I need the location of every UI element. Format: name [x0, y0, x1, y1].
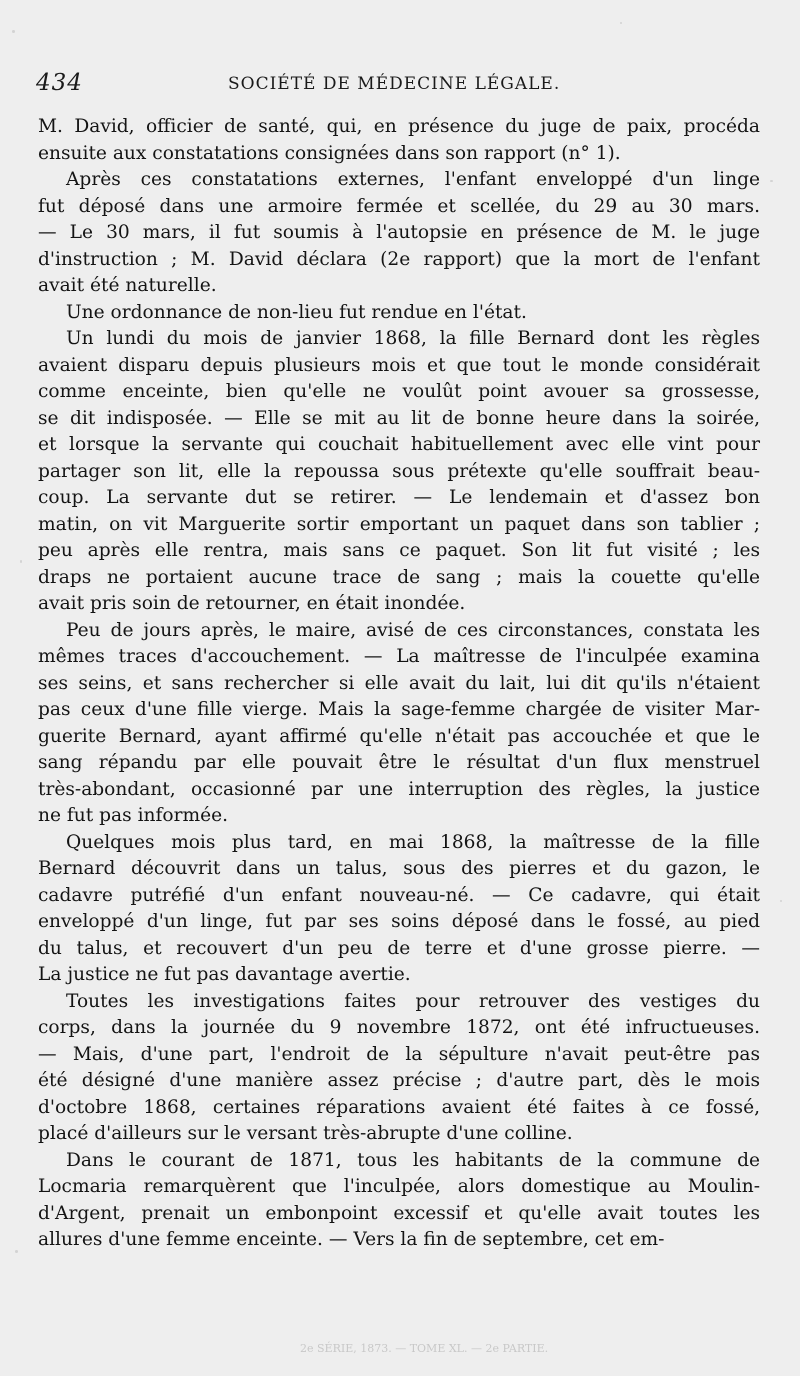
text-line: très-abondant, occasionné par une interruption des règles, la justice [38, 778, 760, 800]
text-line: Toutes les investigations faites pour retrouver des vestiges du [66, 990, 760, 1012]
text-line: allures d'une femme enceinte. — Vers la fin de septembre, cet em- [38, 1229, 665, 1250]
text-line: Une ordonnance de non-lieu fut rendue en l'état. [66, 301, 527, 323]
text-line: guerite Bernard, ayant affirmé qu'elle n'était pas accouchée et que le [38, 725, 760, 747]
text-line: sang répandu par elle pouvait être le résultat d'un flux menstruel [38, 752, 760, 773]
paragraph [38, 114, 760, 167]
text-line: d'octobre 1868, certaines réparations avaient été faites à ce fossé, [38, 1096, 760, 1118]
text-line: Après ces constatations externes, l'enfant enveloppé d'un linge [66, 169, 760, 190]
text-line: ne fut pas informée. [38, 805, 229, 826]
text-line: été désigné d'une manière assez précise ; d'autre part, dès le mois [38, 1070, 760, 1091]
text-line: M. David, officier de santé, qui, en présence du juge de paix, procéda [38, 116, 760, 137]
text-line: avait été naturelle. [38, 275, 217, 296]
running-head: SOCIÉTÉ DE MÉDECINE LÉGALE. [228, 74, 561, 94]
text-line: cadavre putréfié d'un enfant nouveau-né. — Ce cadavre, qui était [38, 884, 760, 906]
paragraph [38, 830, 760, 989]
text-line: matin, on vit Marguerite sortir emportant un paquet dans son tablier ; [38, 513, 760, 535]
text-line: d'instruction ; M. David déclara (2e rapport) que la mort de l'enfant [38, 248, 760, 270]
text-line: du talus, et recouvert d'un peu de terre et d'une grosse pierre. — [38, 937, 760, 959]
text-line: avaient disparu depuis plusieurs mois et que tout le monde considérait [38, 354, 760, 376]
text-line: — Le 30 mars, il fut soumis à l'autopsie en présence de M. le juge [38, 222, 760, 243]
paragraph [38, 326, 760, 618]
page-header [36, 68, 566, 104]
paragraph [38, 989, 760, 1148]
text-line: fut déposé dans une armoire fermée et scellée, du 29 au 30 mars. [38, 195, 760, 217]
text-line: avait pris soin de retourner, en était inondée. [38, 593, 466, 614]
page-footer: 2e SÉRIE, 1873. — TOME XL. — 2e PARTIE. [300, 1342, 549, 1355]
text-line: Quelques mois plus tard, en mai 1868, la maîtresse de la fille [66, 831, 760, 853]
text-line: Un lundi du mois de janvier 1868, la fille Bernard dont les règles [66, 328, 760, 349]
page-number: 434 [36, 70, 83, 96]
text-line: corps, dans la journée du 9 novembre 1872, ont été infructueuses. [38, 1017, 760, 1038]
text-line: Dans le courant de 1871, tous les habitants de la commune de [66, 1149, 760, 1171]
text-line: et lorsque la servante qui couchait habituellement avec elle vint pour [38, 434, 760, 455]
text-line: coup. La servante dut se retirer. — Le lendemain et d'assez bon [38, 487, 760, 508]
text-line: ensuite aux constatations consignées dans son rapport (n° 1). [38, 142, 621, 164]
text-line: placé d'ailleurs sur le versant très-abrupte d'une colline. [38, 1123, 573, 1144]
text-line: Locmaria remarquèrent que l'inculpée, alors domestique au Moulin- [38, 1176, 760, 1197]
text-line: se dit indisposée. — Elle se mit au lit de bonne heure dans la soirée, [38, 407, 760, 429]
paragraph [38, 300, 760, 327]
text-line: Bernard découvrit dans un talus, sous des pierres et du gazon, le [38, 858, 760, 879]
text-line: enveloppé d'un linge, fut par ses soins déposé dans le fossé, au pied [38, 911, 760, 932]
paragraph [38, 1148, 760, 1254]
text-line: — Mais, d'une part, l'endroit de la sépulture n'avait peut-être pas [38, 1043, 760, 1065]
body-text [38, 114, 760, 1254]
text-line: ses seins, et sans rechercher si elle avait du lait, lui dit qu'ils n'étaient [38, 672, 760, 694]
text-line: Peu de jours après, le maire, avisé de ces circonstances, constata les [66, 619, 760, 641]
text-line: pas ceux d'une fille vierge. Mais la sage-femme chargée de visiter Mar- [38, 699, 760, 720]
text-line: partager son lit, elle la repoussa sous prétexte qu'elle souffrait beau- [38, 460, 760, 482]
paragraph [38, 618, 760, 830]
text-line: comme enceinte, bien qu'elle ne voulût point avouer sa grossesse, [38, 381, 760, 402]
text-line: La justice ne fut pas davantage avertie. [38, 964, 411, 985]
paragraph [38, 167, 760, 300]
text-line: mêmes traces d'accouchement. — La maîtresse de l'inculpée examina [38, 646, 760, 667]
text-line: d'Argent, prenait un embonpoint excessif et qu'elle avait toutes les [38, 1202, 760, 1224]
text-line: peu après elle rentra, mais sans ce paquet. Son lit fut visité ; les [38, 540, 760, 561]
text-line: draps ne portaient aucune trace de sang ; mais la couette qu'elle [38, 566, 760, 588]
